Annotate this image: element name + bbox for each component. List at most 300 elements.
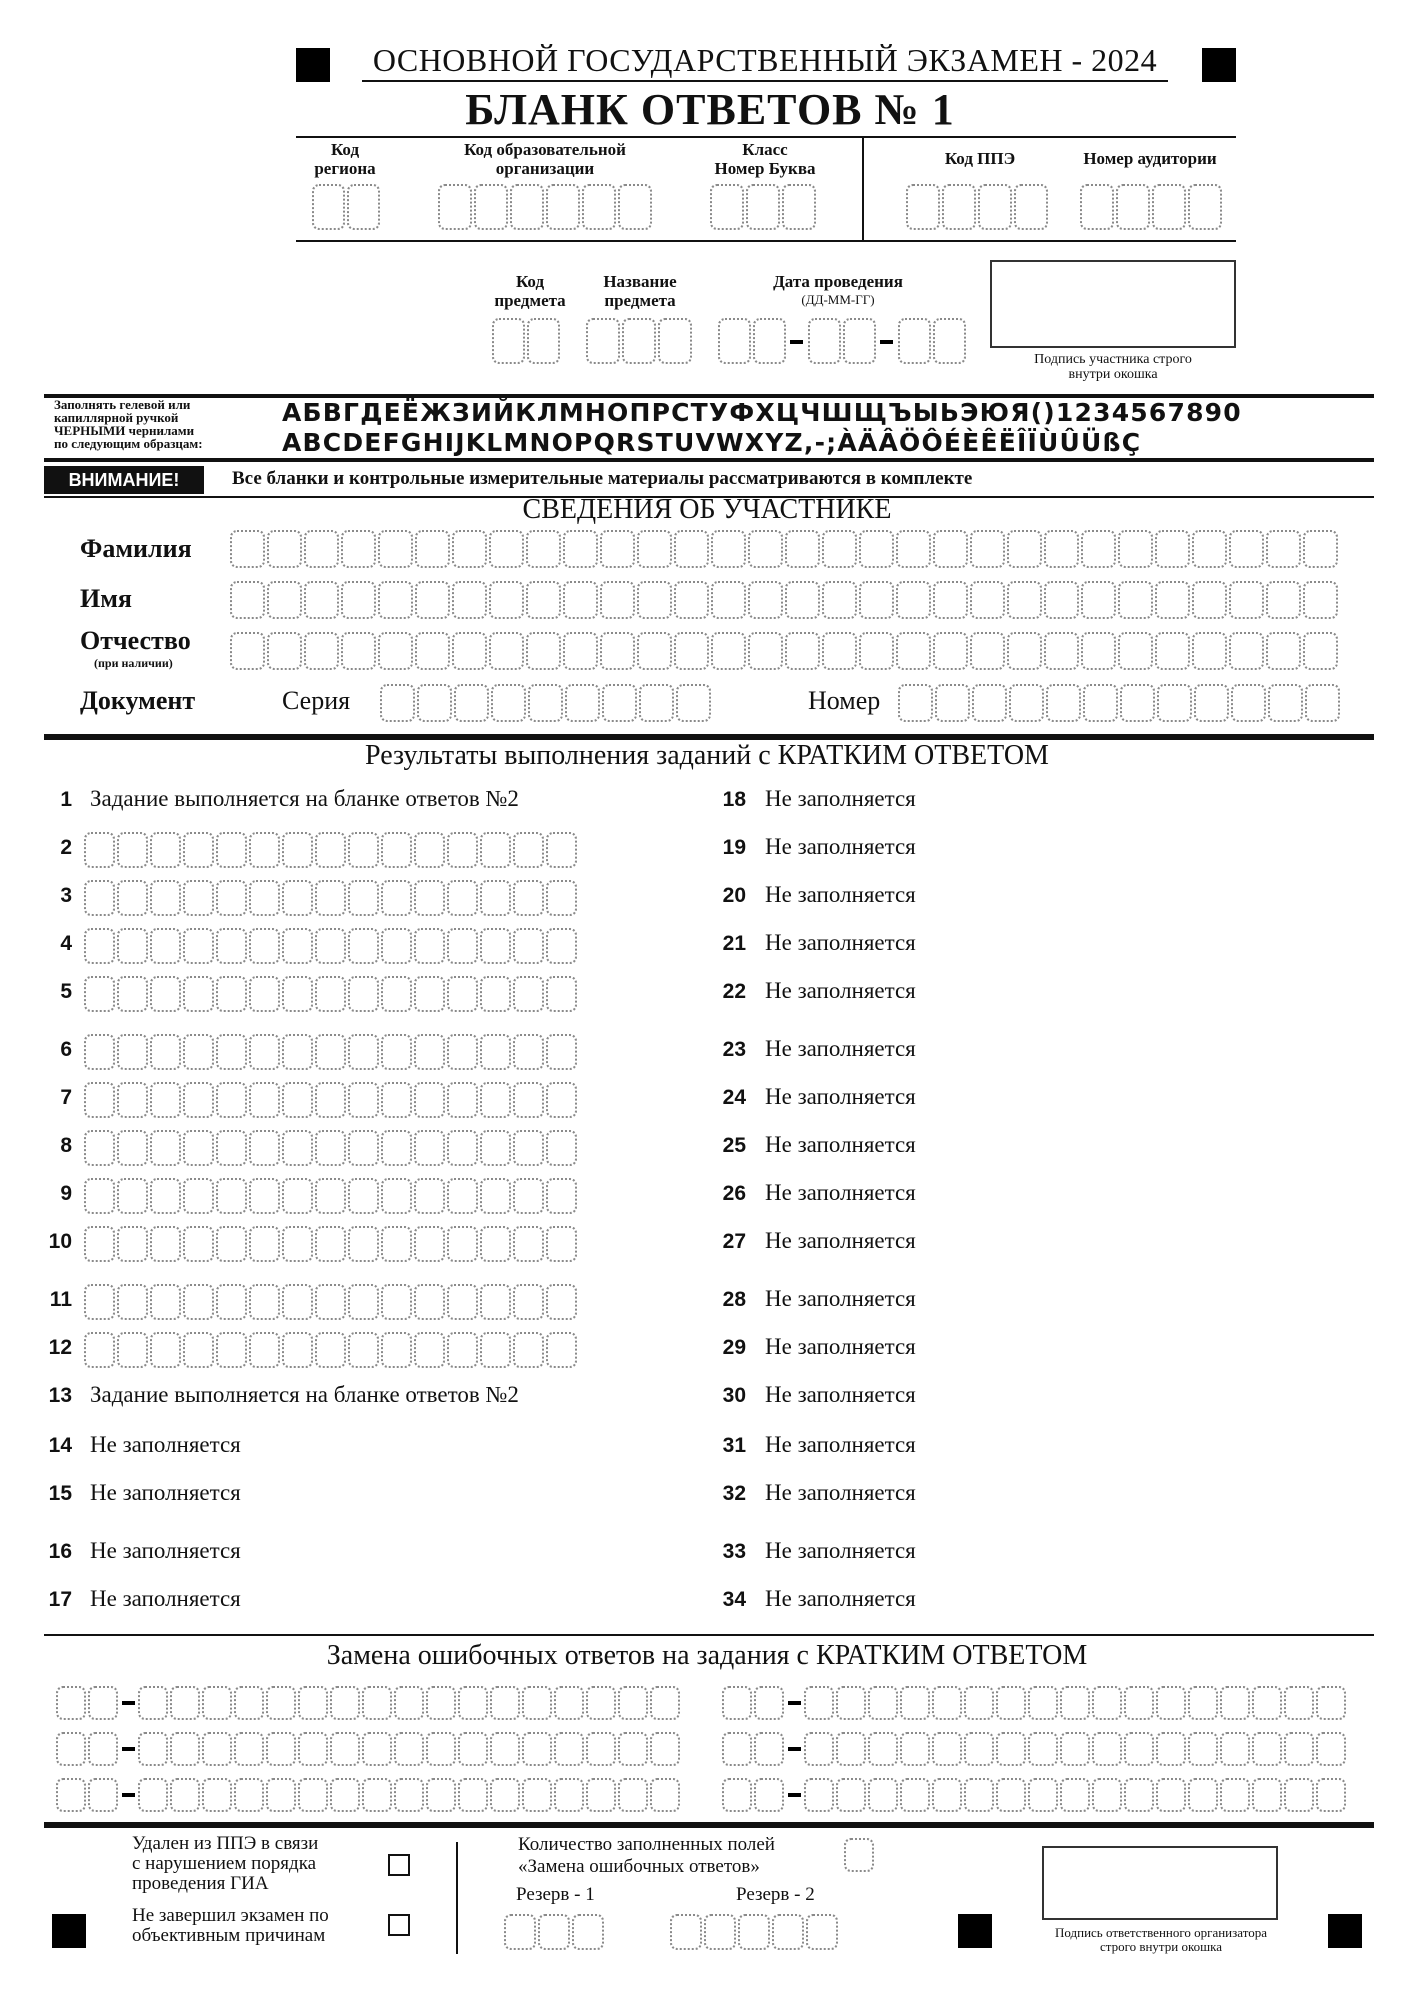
cell[interactable] xyxy=(868,1778,898,1812)
subject-code-cells[interactable] xyxy=(492,318,562,364)
cell[interactable] xyxy=(804,1778,834,1812)
cell[interactable] xyxy=(722,1686,752,1720)
cell[interactable] xyxy=(267,632,302,670)
cell[interactable] xyxy=(480,928,511,964)
cell[interactable] xyxy=(490,1732,520,1766)
cell[interactable] xyxy=(1044,530,1079,568)
cell[interactable] xyxy=(348,1178,379,1214)
count-cell[interactable] xyxy=(844,1838,874,1872)
cell[interactable] xyxy=(315,1332,346,1368)
cell[interactable] xyxy=(772,1914,804,1950)
cell[interactable] xyxy=(474,184,508,230)
cell[interactable] xyxy=(513,832,544,868)
cell[interactable] xyxy=(1116,184,1150,230)
cell[interactable] xyxy=(1081,632,1116,670)
cell[interactable] xyxy=(1118,530,1153,568)
cell[interactable] xyxy=(458,1732,488,1766)
cell[interactable] xyxy=(504,1914,536,1950)
replacement-task-cells[interactable] xyxy=(56,1778,120,1812)
cell[interactable] xyxy=(546,832,577,868)
cell[interactable] xyxy=(249,1332,280,1368)
cell[interactable] xyxy=(282,1082,313,1118)
cell[interactable] xyxy=(1284,1686,1314,1720)
cell[interactable] xyxy=(513,1034,544,1070)
cell[interactable] xyxy=(117,1034,148,1070)
cell[interactable] xyxy=(572,1914,604,1950)
cell[interactable] xyxy=(1028,1686,1058,1720)
cell[interactable] xyxy=(489,581,524,619)
cell[interactable] xyxy=(804,1686,834,1720)
cell[interactable] xyxy=(563,632,598,670)
cell[interactable] xyxy=(447,976,478,1012)
cell[interactable] xyxy=(216,1034,247,1070)
cell[interactable] xyxy=(56,1732,86,1766)
cell[interactable] xyxy=(381,1034,412,1070)
cell[interactable] xyxy=(546,1082,577,1118)
cell[interactable] xyxy=(546,1178,577,1214)
cell[interactable] xyxy=(738,1914,770,1950)
cell[interactable] xyxy=(216,1130,247,1166)
cell[interactable] xyxy=(117,1226,148,1262)
cell[interactable] xyxy=(492,318,525,364)
replacement-answer-cells[interactable] xyxy=(804,1778,1348,1812)
cell[interactable] xyxy=(600,632,635,670)
cell[interactable] xyxy=(282,928,313,964)
cell[interactable] xyxy=(1266,530,1301,568)
answer-cells[interactable] xyxy=(84,832,579,868)
cell[interactable] xyxy=(315,1284,346,1320)
cell[interactable] xyxy=(822,581,857,619)
cell[interactable] xyxy=(637,632,672,670)
cell[interactable] xyxy=(362,1732,392,1766)
cell[interactable] xyxy=(1118,632,1153,670)
date-day-cells[interactable] xyxy=(718,318,788,364)
cell[interactable] xyxy=(249,976,280,1012)
cell[interactable] xyxy=(426,1732,456,1766)
cell[interactable] xyxy=(618,1778,648,1812)
cell[interactable] xyxy=(341,581,376,619)
cell[interactable] xyxy=(1303,632,1338,670)
cell[interactable] xyxy=(1152,184,1186,230)
cell[interactable] xyxy=(1252,1686,1282,1720)
series-cells[interactable] xyxy=(380,684,713,722)
cell[interactable] xyxy=(972,684,1007,722)
cell[interactable] xyxy=(230,632,265,670)
cell[interactable] xyxy=(381,928,412,964)
cell[interactable] xyxy=(676,684,711,722)
cell[interactable] xyxy=(554,1778,584,1812)
cell[interactable] xyxy=(447,1284,478,1320)
cell[interactable] xyxy=(804,1732,834,1766)
cell[interactable] xyxy=(249,1178,280,1214)
cell[interactable] xyxy=(868,1686,898,1720)
cell[interactable] xyxy=(1060,1686,1090,1720)
cell[interactable] xyxy=(748,581,783,619)
cell[interactable] xyxy=(513,1082,544,1118)
cell[interactable] xyxy=(546,1332,577,1368)
cell[interactable] xyxy=(267,581,302,619)
cell[interactable] xyxy=(822,632,857,670)
cell[interactable] xyxy=(267,530,302,568)
cell[interactable] xyxy=(1156,1778,1186,1812)
cell[interactable] xyxy=(1316,1778,1346,1812)
cell[interactable] xyxy=(526,632,561,670)
cell[interactable] xyxy=(381,832,412,868)
cell[interactable] xyxy=(748,632,783,670)
cell[interactable] xyxy=(1046,684,1081,722)
cell[interactable] xyxy=(513,976,544,1012)
cell[interactable] xyxy=(637,530,672,568)
cell[interactable] xyxy=(754,1686,784,1720)
cell[interactable] xyxy=(1083,684,1118,722)
cell[interactable] xyxy=(785,581,820,619)
cell[interactable] xyxy=(183,1226,214,1262)
cell[interactable] xyxy=(394,1778,424,1812)
cell[interactable] xyxy=(480,1034,511,1070)
cell[interactable] xyxy=(304,581,339,619)
cell[interactable] xyxy=(150,1178,181,1214)
not-finished-checkbox[interactable] xyxy=(388,1914,410,1936)
answer-cells[interactable] xyxy=(84,928,579,964)
cell[interactable] xyxy=(150,1332,181,1368)
cell[interactable] xyxy=(266,1686,296,1720)
cell[interactable] xyxy=(1092,1778,1122,1812)
cell[interactable] xyxy=(417,684,452,722)
cell[interactable] xyxy=(964,1686,994,1720)
cell[interactable] xyxy=(381,1284,412,1320)
cell[interactable] xyxy=(117,1082,148,1118)
cell[interactable] xyxy=(964,1778,994,1812)
cell[interactable] xyxy=(348,1332,379,1368)
cell[interactable] xyxy=(216,1082,247,1118)
cell[interactable] xyxy=(586,1686,616,1720)
cell[interactable] xyxy=(315,1082,346,1118)
cell[interactable] xyxy=(282,1178,313,1214)
cell[interactable] xyxy=(348,1082,379,1118)
cell[interactable] xyxy=(249,880,280,916)
cell[interactable] xyxy=(183,1130,214,1166)
cell[interactable] xyxy=(546,184,580,230)
cell[interactable] xyxy=(183,1178,214,1214)
cell[interactable] xyxy=(348,1130,379,1166)
cell[interactable] xyxy=(710,184,744,230)
cell[interactable] xyxy=(527,318,560,364)
cell[interactable] xyxy=(458,1778,488,1812)
cell[interactable] xyxy=(513,1332,544,1368)
cell[interactable] xyxy=(414,976,445,1012)
cell[interactable] xyxy=(970,632,1005,670)
cell[interactable] xyxy=(1192,530,1227,568)
answer-cells[interactable] xyxy=(84,1034,579,1070)
org-cells[interactable] xyxy=(438,184,654,230)
room-cells[interactable] xyxy=(1080,184,1224,230)
cell[interactable] xyxy=(282,1226,313,1262)
cell[interactable] xyxy=(348,1034,379,1070)
cell[interactable] xyxy=(510,184,544,230)
cell[interactable] xyxy=(414,1284,445,1320)
cell[interactable] xyxy=(249,1130,280,1166)
cell[interactable] xyxy=(117,928,148,964)
cell[interactable] xyxy=(381,1130,412,1166)
cell[interactable] xyxy=(230,581,265,619)
cell[interactable] xyxy=(546,976,577,1012)
cell[interactable] xyxy=(513,880,544,916)
cell[interactable] xyxy=(150,1130,181,1166)
cell[interactable] xyxy=(202,1686,232,1720)
cell[interactable] xyxy=(513,1284,544,1320)
cell[interactable] xyxy=(996,1732,1026,1766)
cell[interactable] xyxy=(546,1130,577,1166)
cell[interactable] xyxy=(150,976,181,1012)
cell[interactable] xyxy=(183,832,214,868)
cell[interactable] xyxy=(447,880,478,916)
cell[interactable] xyxy=(480,832,511,868)
cell[interactable] xyxy=(746,184,780,230)
cell[interactable] xyxy=(381,1226,412,1262)
cell[interactable] xyxy=(970,581,1005,619)
cell[interactable] xyxy=(249,1226,280,1262)
cell[interactable] xyxy=(454,684,489,722)
cell[interactable] xyxy=(298,1732,328,1766)
cell[interactable] xyxy=(896,581,931,619)
cell[interactable] xyxy=(1156,1732,1186,1766)
number-cells[interactable] xyxy=(898,684,1342,722)
cell[interactable] xyxy=(183,1332,214,1368)
cell[interactable] xyxy=(491,684,526,722)
cell[interactable] xyxy=(348,1226,379,1262)
cell[interactable] xyxy=(932,1686,962,1720)
cell[interactable] xyxy=(489,530,524,568)
cell[interactable] xyxy=(380,684,415,722)
cell[interactable] xyxy=(546,928,577,964)
cell[interactable] xyxy=(88,1732,118,1766)
cell[interactable] xyxy=(565,684,600,722)
cell[interactable] xyxy=(670,1914,702,1950)
cell[interactable] xyxy=(1192,581,1227,619)
cell[interactable] xyxy=(282,832,313,868)
cell[interactable] xyxy=(84,1284,115,1320)
answer-cells[interactable] xyxy=(84,1082,579,1118)
cell[interactable] xyxy=(426,1778,456,1812)
cell[interactable] xyxy=(836,1732,866,1766)
reserve2-cells[interactable] xyxy=(670,1914,840,1950)
date-month-cells[interactable] xyxy=(808,318,878,364)
replacement-answer-cells[interactable] xyxy=(804,1686,1348,1720)
cell[interactable] xyxy=(1229,632,1264,670)
cell[interactable] xyxy=(447,1130,478,1166)
cell[interactable] xyxy=(859,581,894,619)
cell[interactable] xyxy=(84,1226,115,1262)
cell[interactable] xyxy=(249,832,280,868)
cell[interactable] xyxy=(563,530,598,568)
cell[interactable] xyxy=(249,1082,280,1118)
cell[interactable] xyxy=(1007,530,1042,568)
cell[interactable] xyxy=(1303,581,1338,619)
region-cells[interactable] xyxy=(312,184,382,230)
cell[interactable] xyxy=(447,1082,478,1118)
cell[interactable] xyxy=(586,1732,616,1766)
cell[interactable] xyxy=(183,1034,214,1070)
cell[interactable] xyxy=(868,1732,898,1766)
cell[interactable] xyxy=(1194,684,1229,722)
cell[interactable] xyxy=(84,832,115,868)
replacement-task-cells[interactable] xyxy=(722,1686,786,1720)
cell[interactable] xyxy=(348,1284,379,1320)
cell[interactable] xyxy=(415,530,450,568)
cell[interactable] xyxy=(722,1778,752,1812)
cell[interactable] xyxy=(932,1732,962,1766)
cell[interactable] xyxy=(1155,632,1190,670)
cell[interactable] xyxy=(414,1034,445,1070)
replacement-answer-cells[interactable] xyxy=(138,1686,682,1720)
cell[interactable] xyxy=(56,1686,86,1720)
cell[interactable] xyxy=(1081,581,1116,619)
cell[interactable] xyxy=(490,1778,520,1812)
cell[interactable] xyxy=(1092,1732,1122,1766)
cell[interactable] xyxy=(808,318,841,364)
cell[interactable] xyxy=(266,1732,296,1766)
replacement-task-cells[interactable] xyxy=(56,1686,120,1720)
cell[interactable] xyxy=(1303,530,1338,568)
cell[interactable] xyxy=(1188,1778,1218,1812)
cell[interactable] xyxy=(348,976,379,1012)
cell[interactable] xyxy=(234,1732,264,1766)
cell[interactable] xyxy=(414,1130,445,1166)
cell[interactable] xyxy=(906,184,940,230)
organizer-signature-box[interactable] xyxy=(1042,1846,1278,1920)
cell[interactable] xyxy=(900,1732,930,1766)
cell[interactable] xyxy=(754,1778,784,1812)
cell[interactable] xyxy=(249,1034,280,1070)
cell[interactable] xyxy=(381,1082,412,1118)
cell[interactable] xyxy=(480,1082,511,1118)
answer-cells[interactable] xyxy=(84,880,579,916)
cell[interactable] xyxy=(216,1178,247,1214)
cell[interactable] xyxy=(84,1082,115,1118)
cell[interactable] xyxy=(618,1732,648,1766)
cell[interactable] xyxy=(1284,1778,1314,1812)
cell[interactable] xyxy=(304,632,339,670)
cell[interactable] xyxy=(1124,1732,1154,1766)
cell[interactable] xyxy=(964,1732,994,1766)
removed-checkbox[interactable] xyxy=(388,1854,410,1876)
cell[interactable] xyxy=(1009,684,1044,722)
cell[interactable] xyxy=(996,1778,1026,1812)
cell[interactable] xyxy=(1028,1778,1058,1812)
cell[interactable] xyxy=(1156,1686,1186,1720)
cell[interactable] xyxy=(138,1686,168,1720)
cell[interactable] xyxy=(183,880,214,916)
cell[interactable] xyxy=(315,880,346,916)
cell[interactable] xyxy=(522,1686,552,1720)
cell[interactable] xyxy=(216,880,247,916)
cell[interactable] xyxy=(1157,684,1192,722)
cell[interactable] xyxy=(117,1332,148,1368)
cell[interactable] xyxy=(414,880,445,916)
cell[interactable] xyxy=(600,581,635,619)
cell[interactable] xyxy=(898,318,931,364)
answer-cells[interactable] xyxy=(84,976,579,1012)
cell[interactable] xyxy=(836,1686,866,1720)
cell[interactable] xyxy=(234,1778,264,1812)
cell[interactable] xyxy=(150,928,181,964)
cell[interactable] xyxy=(859,632,894,670)
cell[interactable] xyxy=(480,1130,511,1166)
cell[interactable] xyxy=(513,928,544,964)
cell[interactable] xyxy=(414,928,445,964)
cell[interactable] xyxy=(452,581,487,619)
cell[interactable] xyxy=(1192,632,1227,670)
cell[interactable] xyxy=(378,581,413,619)
cell[interactable] xyxy=(84,1332,115,1368)
cell[interactable] xyxy=(996,1686,1026,1720)
cell[interactable] xyxy=(754,1732,784,1766)
cell[interactable] xyxy=(394,1686,424,1720)
replacement-answer-cells[interactable] xyxy=(804,1732,1348,1766)
cell[interactable] xyxy=(183,976,214,1012)
cell[interactable] xyxy=(582,184,616,230)
replacement-answer-cells[interactable] xyxy=(138,1778,682,1812)
cell[interactable] xyxy=(480,1332,511,1368)
cell[interactable] xyxy=(711,632,746,670)
cell[interactable] xyxy=(602,684,637,722)
cell[interactable] xyxy=(900,1686,930,1720)
cell[interactable] xyxy=(1266,632,1301,670)
cell[interactable] xyxy=(330,1686,360,1720)
replacement-task-cells[interactable] xyxy=(722,1778,786,1812)
cell[interactable] xyxy=(526,530,561,568)
cell[interactable] xyxy=(843,318,876,364)
cell[interactable] xyxy=(822,530,857,568)
cell[interactable] xyxy=(138,1732,168,1766)
cell[interactable] xyxy=(674,632,709,670)
cell[interactable] xyxy=(202,1778,232,1812)
cell[interactable] xyxy=(674,581,709,619)
surname-cells[interactable] xyxy=(230,530,1340,568)
cell[interactable] xyxy=(935,684,970,722)
cell[interactable] xyxy=(150,1226,181,1262)
cell[interactable] xyxy=(84,928,115,964)
cell[interactable] xyxy=(56,1778,86,1812)
cell[interactable] xyxy=(546,1034,577,1070)
cell[interactable] xyxy=(315,976,346,1012)
cell[interactable] xyxy=(447,1226,478,1262)
cell[interactable] xyxy=(563,581,598,619)
cell[interactable] xyxy=(216,928,247,964)
cell[interactable] xyxy=(150,1034,181,1070)
cell[interactable] xyxy=(618,184,652,230)
cell[interactable] xyxy=(315,1034,346,1070)
cell[interactable] xyxy=(528,684,563,722)
cell[interactable] xyxy=(1268,684,1303,722)
cell[interactable] xyxy=(304,530,339,568)
cell[interactable] xyxy=(748,530,783,568)
cell[interactable] xyxy=(1316,1732,1346,1766)
cell[interactable] xyxy=(554,1732,584,1766)
cell[interactable] xyxy=(1080,184,1114,230)
cell[interactable] xyxy=(586,1778,616,1812)
cell[interactable] xyxy=(216,1226,247,1262)
cell[interactable] xyxy=(315,1130,346,1166)
cell[interactable] xyxy=(1305,684,1340,722)
cell[interactable] xyxy=(1284,1732,1314,1766)
cell[interactable] xyxy=(480,1178,511,1214)
cell[interactable] xyxy=(942,184,976,230)
cell[interactable] xyxy=(785,632,820,670)
answer-cells[interactable] xyxy=(84,1226,579,1262)
cell[interactable] xyxy=(900,1778,930,1812)
cell[interactable] xyxy=(538,1914,570,1950)
